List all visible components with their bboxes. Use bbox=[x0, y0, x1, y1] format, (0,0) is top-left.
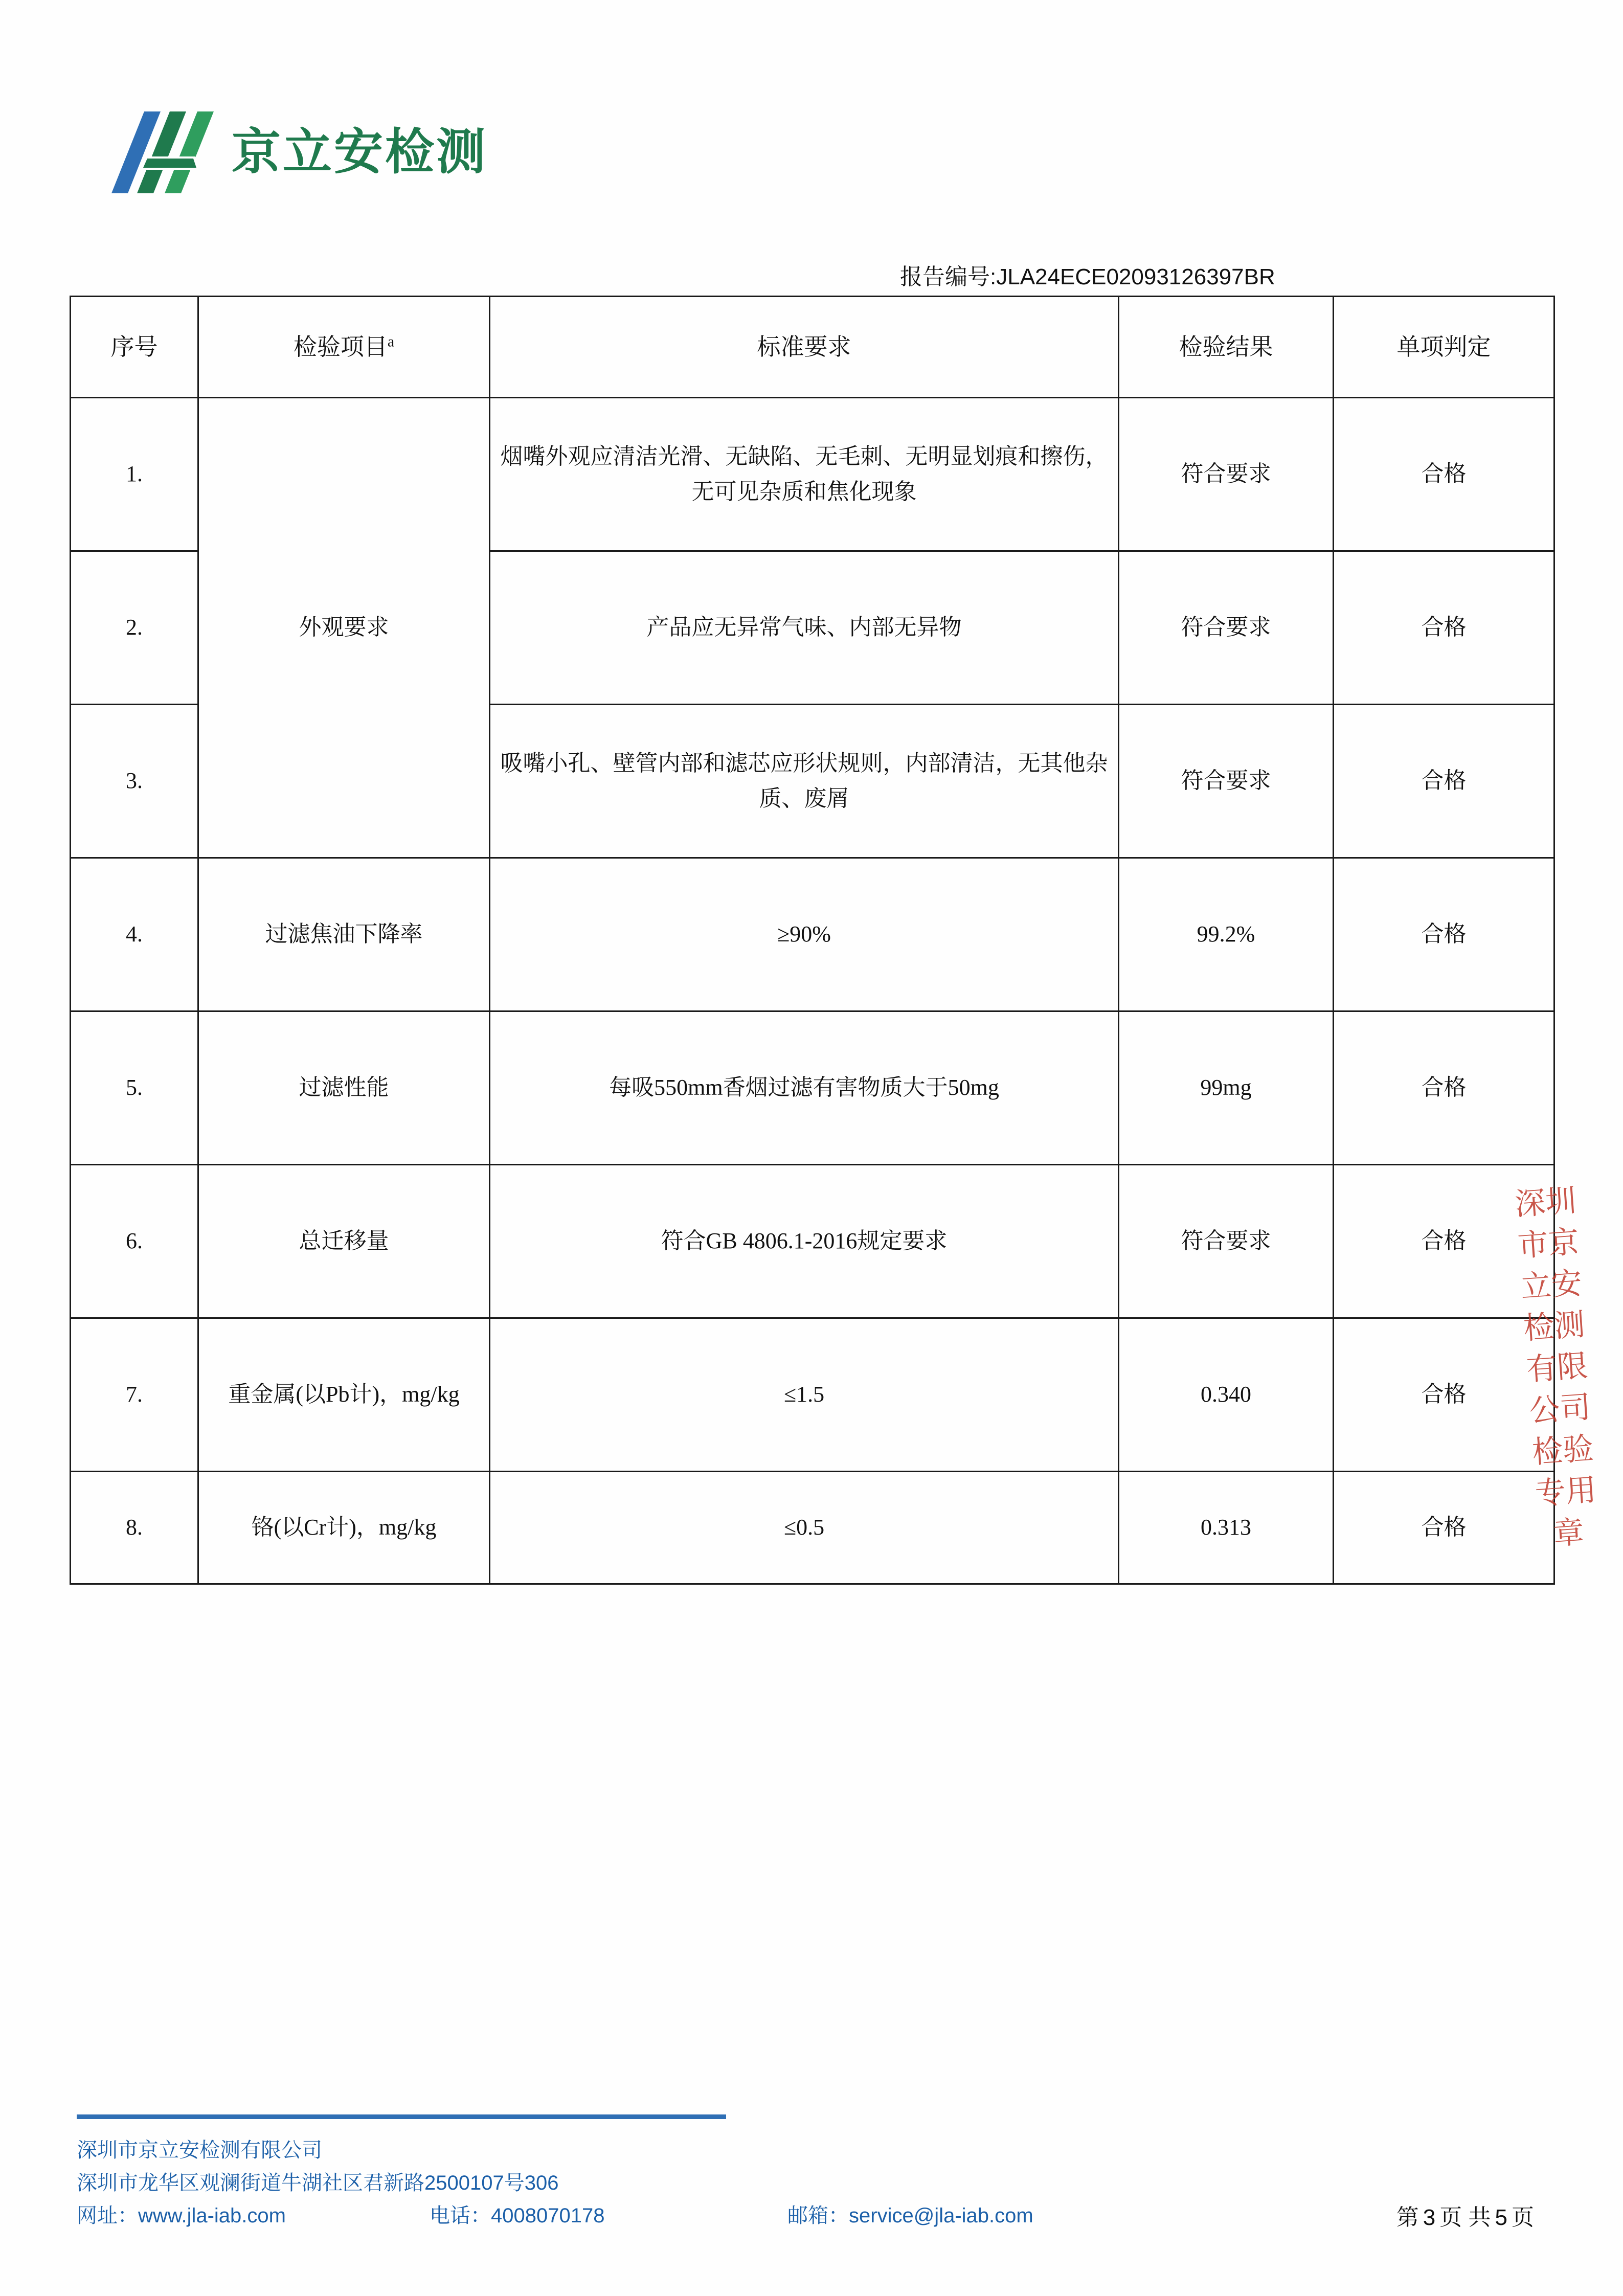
report-number: 报告编号:JLA24ECE02093126397BR bbox=[900, 264, 1275, 289]
table-row bbox=[71, 1011, 1554, 1165]
footer-website[interactable]: 网址：www.jla-iab.com bbox=[77, 2204, 286, 2227]
table-row bbox=[71, 1165, 1554, 1318]
cell-no: 7. bbox=[71, 1318, 198, 1472]
cell-standard: 烟嘴外观应清洁光滑、无缺陷、无毛刺、无明显划痕和擦伤，无可见杂质和焦化现象 bbox=[490, 398, 1119, 551]
page-middle: 页 共 bbox=[1439, 2205, 1491, 2230]
cell-standard: 吸嘴小孔、壁管内部和滤芯应形状规则，内部清洁，无其他杂质、废屑 bbox=[490, 705, 1119, 858]
cell-item-appearance: 外观要求 bbox=[198, 398, 490, 858]
cell-verdict: 合格 bbox=[1334, 1011, 1554, 1165]
cell-result: 符合要求 bbox=[1119, 1165, 1334, 1318]
cell-item: 过滤性能 bbox=[198, 1011, 490, 1165]
page-number bbox=[1394, 2199, 1536, 2232]
cell-result: 0.313 bbox=[1119, 1472, 1334, 1584]
cell-no: 5. bbox=[71, 1011, 198, 1165]
company-name: 京立安检测 bbox=[232, 124, 487, 179]
cell-result: 99.2% bbox=[1119, 858, 1334, 1011]
cell-result: 0.340 bbox=[1119, 1318, 1334, 1472]
cell-result: 符合要求 bbox=[1119, 705, 1334, 858]
cell-result: 符合要求 bbox=[1119, 398, 1334, 551]
footer-email[interactable]: 邮箱：service@jla-iab.com bbox=[787, 2204, 1033, 2227]
cell-no: 8. bbox=[71, 1472, 198, 1584]
cell-result: 符合要求 bbox=[1119, 551, 1334, 705]
column-header-result: 检验结果 bbox=[1119, 297, 1334, 398]
cell-verdict: 合格 bbox=[1334, 1318, 1554, 1472]
cell-standard: 符合GB 4806.1-2016规定要求 bbox=[490, 1165, 1119, 1318]
red-seal-stamp: 深圳市京立安检测有限公司检验专用章 bbox=[1514, 1183, 1598, 1551]
table-row bbox=[71, 1472, 1554, 1584]
cell-verdict: 合格 bbox=[1334, 858, 1554, 1011]
cell-no: 3. bbox=[71, 705, 198, 858]
company-logo-icon bbox=[107, 107, 217, 197]
column-header-no: 序号 bbox=[71, 297, 198, 398]
cell-no: 1. bbox=[71, 398, 198, 551]
cell-no: 2. bbox=[71, 551, 198, 705]
page-suffix: 页 bbox=[1512, 2205, 1534, 2230]
cell-standard: ≤0.5 bbox=[490, 1472, 1119, 1584]
footer-company: 深圳市京立安检测有限公司 bbox=[77, 2139, 322, 2162]
inspection-table-wrapper bbox=[70, 296, 1553, 1585]
inspection-table bbox=[70, 296, 1555, 1585]
column-header-standard: 标准要求 bbox=[490, 297, 1119, 398]
column-header-item-label: 检验项目 bbox=[293, 333, 388, 360]
document-footer bbox=[77, 2135, 1549, 2231]
table-row bbox=[71, 1318, 1554, 1472]
cell-item: 过滤焦油下降率 bbox=[198, 858, 490, 1011]
footer-contact-row bbox=[77, 2200, 1549, 2231]
cell-item: 重金属(以Pb计)，mg/kg bbox=[198, 1318, 490, 1472]
cell-verdict: 合格 bbox=[1334, 705, 1554, 858]
cell-verdict: 合格 bbox=[1334, 1165, 1554, 1318]
cell-verdict: 合格 bbox=[1334, 1472, 1554, 1584]
cell-standard: 产品应无异常气味、内部无异物 bbox=[490, 551, 1119, 705]
cell-standard: ≤1.5 bbox=[490, 1318, 1119, 1472]
page-total: 5 bbox=[1495, 2205, 1507, 2230]
page-prefix: 第 bbox=[1396, 2205, 1419, 2230]
column-header-item bbox=[198, 297, 490, 398]
cell-item: 铬(以Cr计)，mg/kg bbox=[198, 1472, 490, 1584]
column-header-item-superscript: a bbox=[387, 333, 395, 350]
column-header-verdict: 单项判定 bbox=[1334, 297, 1554, 398]
cell-verdict: 合格 bbox=[1334, 551, 1554, 705]
page-current: 3 bbox=[1423, 2205, 1436, 2230]
table-header-row bbox=[71, 297, 1554, 398]
table-row bbox=[71, 398, 1554, 551]
cell-verdict: 合格 bbox=[1334, 398, 1554, 551]
footer-address: 深圳市龙华区观澜街道牛湖社区君新路2500107号306 bbox=[77, 2172, 559, 2194]
table-row bbox=[71, 858, 1554, 1011]
footer-telephone: 电话：4008070178 bbox=[430, 2204, 605, 2227]
document-header bbox=[107, 107, 487, 197]
cell-item: 总迁移量 bbox=[198, 1165, 490, 1318]
cell-standard: ≥90% bbox=[490, 858, 1119, 1011]
cell-standard: 每吸550mm香烟过滤有害物质大于50mg bbox=[490, 1011, 1119, 1165]
cell-no: 4. bbox=[71, 858, 198, 1011]
footer-divider bbox=[77, 2114, 726, 2119]
cell-no: 6. bbox=[71, 1165, 198, 1318]
cell-result: 99mg bbox=[1119, 1011, 1334, 1165]
